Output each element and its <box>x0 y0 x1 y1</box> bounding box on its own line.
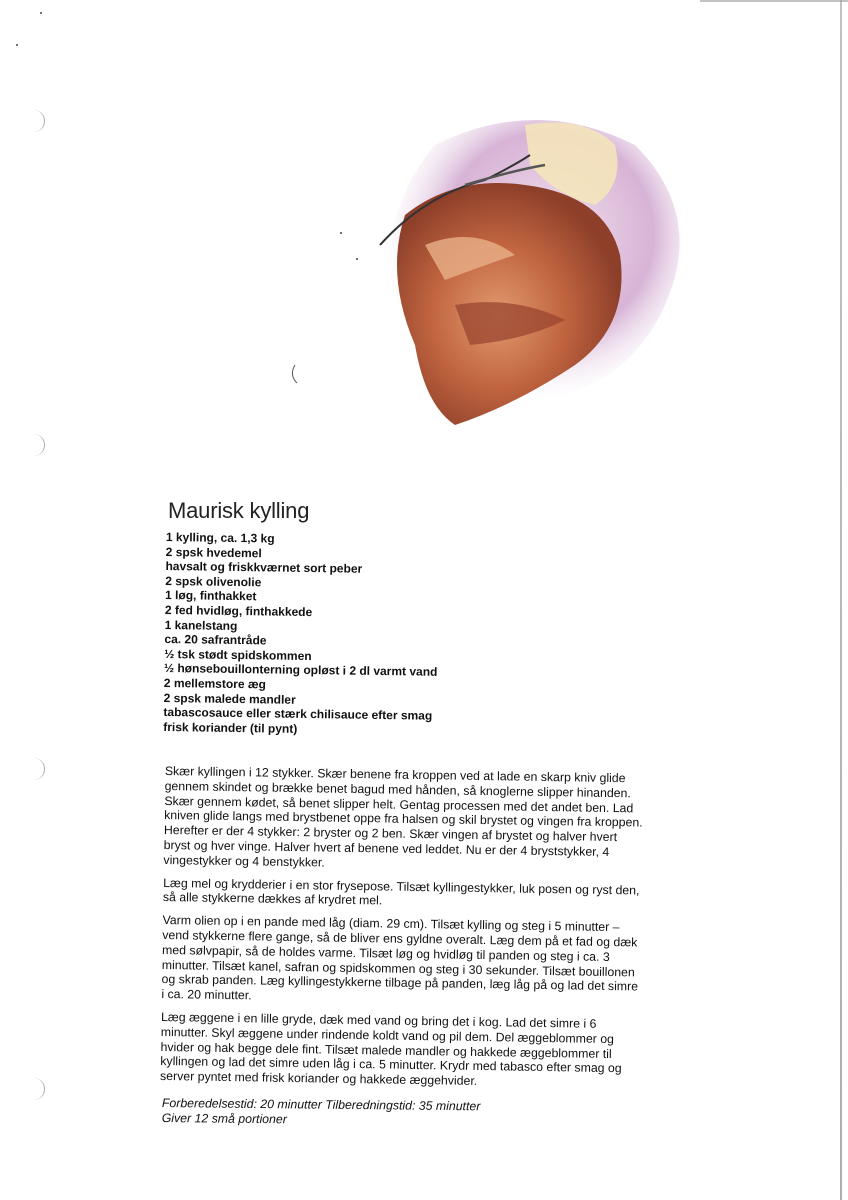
method-step: Læg mel og krydderier i en stor frysepose. Tilsæt kyllingestykker, luk posen og ryst den, så alle stykkerne dækkes af krydret mel. <box>162 875 640 908</box>
binder-hole-2 <box>30 434 45 456</box>
scan-mark <box>292 365 297 383</box>
binder-hole-4 <box>30 1078 45 1100</box>
scan-speck <box>16 44 18 46</box>
ingredient-item: 2 fed hvidløg, finthakkede <box>164 602 313 620</box>
prep-time: Forberedelsestid: 20 minutter <box>161 1096 322 1112</box>
method-section <box>160 764 645 1099</box>
method-step: Varm olien op i en pande med låg (diam. 29 cm). Tilsæt kylling og steg i 5 minutter – vend stykkerne flere gange, så de bliver ens gyldne overalt. Læg dem på et fad og dæk med sølvpapir, så de holdes varme. Tilsæt løg og hvidløg til panden og steg i ca. 3 minutter. Tilsæt kanel, safran og spidskommen og steg i 30 sekunder. Tilsæt bouillonen og skrab panden. Læg kyllingestykkerne tilbage på panden, læg låg på og lad det simre i ca. 20 minutter. <box>161 913 639 1003</box>
recipe-title: Maurisk kylling <box>168 497 310 523</box>
scan-speck <box>40 12 42 14</box>
ingredient-item: ca. 20 safrantråde <box>164 632 267 648</box>
binder-hole-3 <box>30 758 45 780</box>
ingredient-list <box>163 530 546 740</box>
ingredient-item: 2 spsk malede mandler <box>163 690 296 707</box>
ingredient-item: 1 kylling, ca. 1,3 kg <box>165 530 275 546</box>
servings: Giver 12 små portioner <box>161 1110 287 1126</box>
ingredient-item: 2 spsk hvedemel <box>165 544 262 560</box>
ingredient-item: frisk koriander (til pynt) <box>163 719 298 736</box>
ingredient-item: ½ hønsebouillonterning opløst i 2 dl varmt vand <box>163 661 438 680</box>
ingredient-item: 1 løg, finthakket <box>164 588 257 604</box>
page-top-edge <box>700 0 848 2</box>
method-step: Læg æggene i en lille gryde, dæk med vand og bring det i kog. Lad det simre i 6 minutter. Skyl æggene under rindende koldt vand og pil dem. Del æggeblommer og hvider og hak begge dele fint. Tilsæt malede mandler og hakkede æggeblommer til kyllingen og lad det simre uden låg i ca. 5 minutter. Krydr med tabasco efter smag og server pyntet med frisk koriander og hakkede æggehvider. <box>159 1009 622 1089</box>
timing-info <box>162 1096 582 1129</box>
ingredient-item: ½ tsk stødt spidskommen <box>164 646 312 663</box>
ingredient-item: 1 kanelstang <box>164 617 238 633</box>
method-step: Skær kyllingen i 12 stykker. Skær benene fra kroppen ved at lade en skarp kniv glide gennem skindet og brække benet bagud med hånden, så knoglerne slipper hinanden. Skær gennem kødet, så benet slipper helt. Gentag processen med det andet ben. Lad kniven glide langs med brystbenet oppe fra halsen og skil brystet og vingen fra kroppen. Herefter er der 4 stykker: 2 bryster og 2 ben. Skær vingen af brystet og halver hvert bryst og hver vinge. Halver hvert af benene ved leddet. Nu er der 4 bryststykker, 4 vingestykker og 4 benstykker. <box>163 764 643 870</box>
page-right-edge <box>840 0 842 1200</box>
ingredient-item: 2 spsk olivenolie <box>165 573 262 590</box>
ingredient-item: havsalt og friskkværnet sort peber <box>165 559 363 576</box>
binder-hole-1 <box>30 110 45 132</box>
ingredient-item: 2 mellemstore æg <box>163 675 266 692</box>
ingredient-item: tabascosauce eller stærk chilisauce efter smag <box>163 705 433 723</box>
dish-photo <box>285 105 695 445</box>
cook-time: Tilberedningstid: 35 minutter <box>325 1097 481 1114</box>
